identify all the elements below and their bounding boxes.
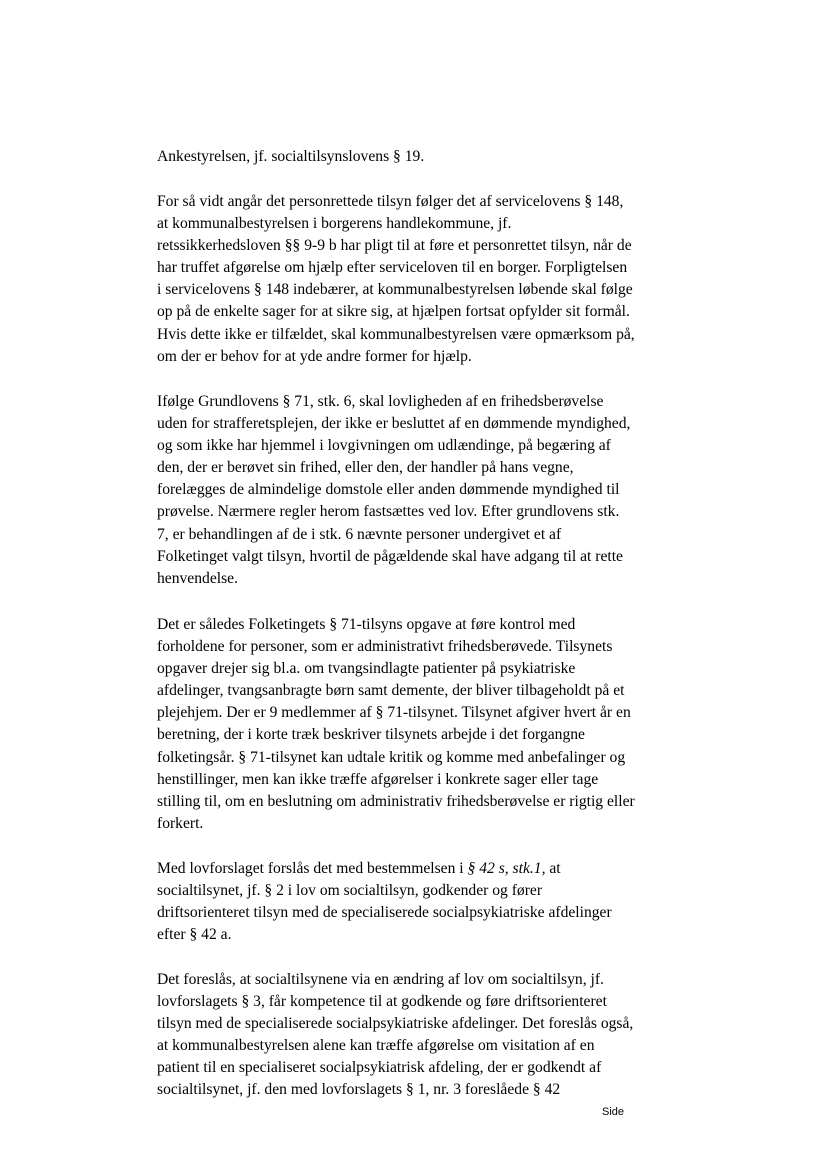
paragraph-3 [157,391,677,590]
text-line: har truffet afgørelse om hjælp efter serviceloven til en borger. Forpligtelsen [157,259,628,277]
text-line: For så vidt angår det personrettede tilsyn følger det af servicelovens § 148, [157,193,624,210]
text-line: henstillinger, men kan ikke træffe afgørelser i konkrete sager eller tage [157,770,599,788]
text-line: forelægges de almindelige domstole eller anden dømmende myndighed til [157,481,620,499]
text-line: uden for strafferetsplejen, der ikke er besluttet af en dømmende myndighed, [157,415,631,433]
text-line: at kommunalbestyrelsen i borgerens handlekommune, jf. [157,215,512,233]
text-line: driftsorienteret tilsyn med de specialiserede socialpsykiatriske afdelinger [157,904,612,922]
text-line: Det er således Folketingets § 71-tilsyns opgave at føre kontrol med [157,616,576,633]
text-line: opgaver drejer sig bl.a. om tvangsindlagte patienter på psykiatriske [157,660,576,678]
text-line: Hvis dette ikke er tilfældet, skal kommunalbestyrelsen være opmærksom på, [157,325,635,343]
text-line: efter § 42 a. [157,926,232,944]
text-segment: Med lovforslaget forslås det med bestemmelsen i [157,860,468,877]
text-line: folketingsår. § 71-tilsynet kan udtale kritik og komme med anbefalinger og [157,748,626,766]
text-line: forholdene for personer, som er administrativt frihedsberøvede. Tilsynets [157,638,613,656]
text-line: socialtilsynet, jf. § 2 i lov om socialtilsyn, godkender og fører [157,882,543,900]
text-line: 7, er behandlingen af de i stk. 6 nævnte personer undergivet et af [157,525,562,543]
text-line: i servicelovens § 148 indebærer, at kommunalbestyrelsen løbende skal følge [157,281,633,299]
text-line: lovforslagets § 3, får kompetence til at godkende og føre driftsorienteret [157,993,607,1011]
text-line: om der er behov for at yde andre former for hjælp. [157,347,472,365]
paragraph-2 [157,191,677,368]
paragraph-1 [157,146,677,168]
text-line: tilsyn med de specialiserede socialpsykiatriske afdelinger. Det foreslås også, [157,1015,634,1033]
text-line: Folketinget valgt tilsyn, hvortil de pågældende skal have adgang til at rette [157,547,623,565]
text-line: henvendelse. [157,569,238,587]
text-line: at kommunalbestyrelsen alene kan træffe afgørelse om visitation af en [157,1037,595,1055]
text-line: afdelinger, tvangsanbragte børn samt demente, der bliver tilbageholdt på et [157,682,625,700]
text-line: patient til en specialiseret socialpsykiatrisk afdeling, der er godkendt af [157,1059,602,1077]
text-line: Det foreslås, at socialtilsynene via en ændring af lov om socialtilsyn, jf. [157,971,604,988]
paragraph-5 [157,858,677,946]
text-line [157,858,677,880]
text-line: retssikkerhedsloven §§ 9-9 b har pligt til at føre et personrettet tilsyn, når de [157,237,632,255]
text-line: op på de enkelte sager for at sikre sig, at hjælpen fortsat opfylder sit formål. [157,303,630,321]
page-footer-label: Side [602,1106,625,1118]
text-line: socialtilsynet, jf. den med lovforslagets § 1, nr. 3 foreslåede § 42 [157,1081,561,1099]
text-line: plejehjem. Der er 9 medlemmer af § 71-tilsynet. Tilsynet afgiver hvert år en [157,704,631,722]
paragraph-4 [157,614,677,835]
text-line: den, der er berøvet sin frihed, eller den, der handler på hans vegne, [157,459,574,477]
text-line: Ankestyrelsen, jf. socialtilsynslovens § 19. [157,148,425,165]
section-reference: § 42 s, stk.1, [467,860,546,877]
text-line: forkert. [157,814,204,832]
text-line: beretning, der i korte træk beskriver tilsynets arbejde i det forgangne [157,726,585,744]
text-segment: at [545,860,561,877]
text-line: stilling til, om en beslutning om administrativ frihedsberøvelse er rigtig eller [157,792,635,810]
text-line: Ifølge Grundlovens § 71, stk. 6, skal lovligheden af en frihedsberøvelse [157,393,604,410]
text-line: og som ikke har hjemmel i lovgivningen om udlændinge, på begæring af [157,437,611,455]
paragraph-6 [157,969,677,1102]
text-line: prøvelse. Nærmere regler herom fastsættes ved lov. Efter grundlovens stk. [157,503,620,521]
